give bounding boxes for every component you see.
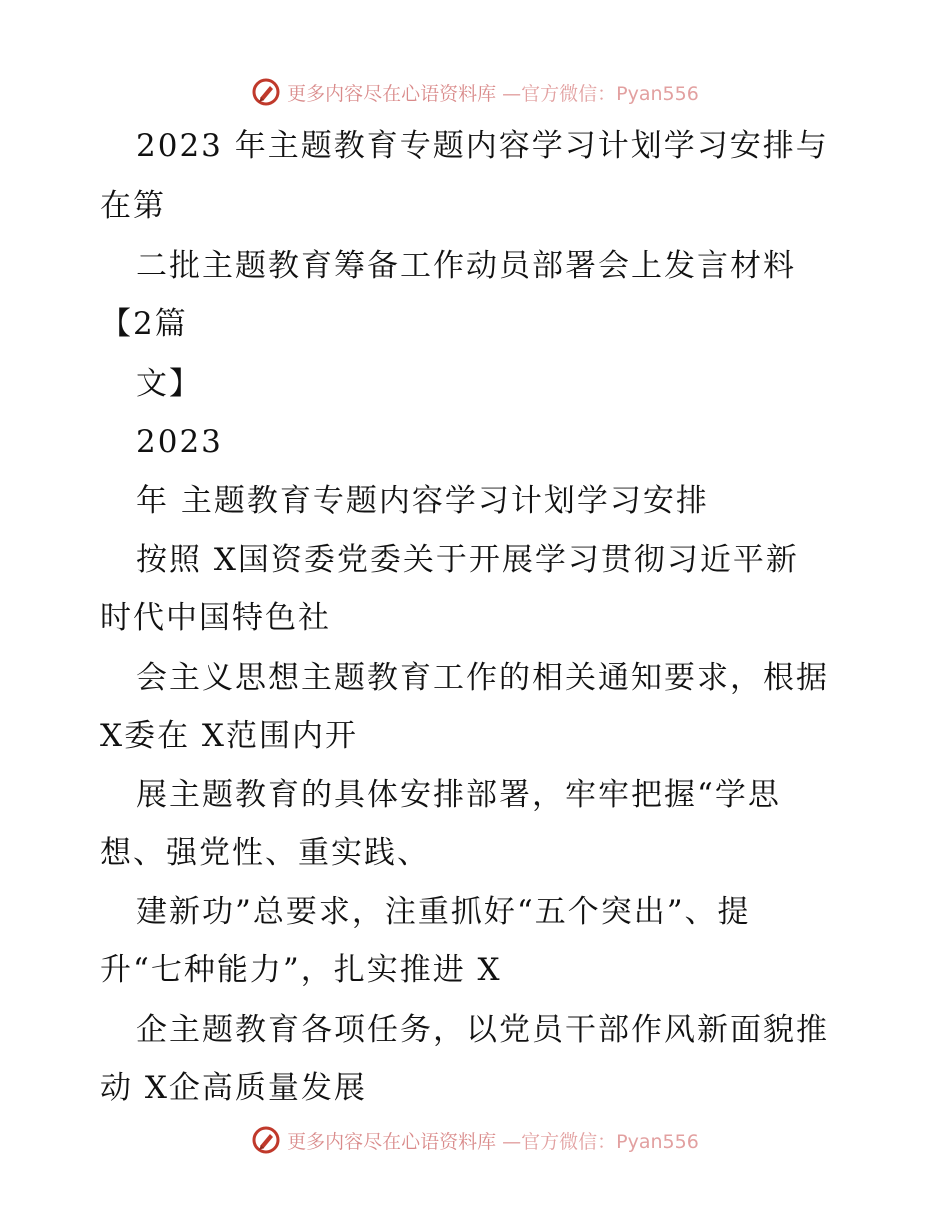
footer-watermark — [0, 1120, 950, 1160]
text-line: 建新功”总要求，注重抓好“五个突出”、提 — [136, 894, 751, 930]
text-line: 想、强党性、重实践、 — [100, 835, 430, 871]
text-line: 动 X企高质量发展 — [100, 1070, 367, 1106]
text-line: 【2篇 — [100, 306, 188, 342]
text-line: 展主题教育的具体安排部署，牢牢把握“学思 — [136, 777, 781, 813]
pen-logo-icon — [251, 1125, 281, 1155]
watermark-title: 更多内容尽在心语资料库 — [287, 82, 497, 105]
text-line: 2023 年主题教育专题内容学习计划学习安排与 — [136, 128, 829, 164]
text-line: 在第 — [100, 188, 166, 224]
text-line: 时代中国特色社 — [100, 600, 331, 636]
text-line: 2023 — [136, 424, 223, 460]
text-line: 升“七种能力”，扎实推进 X — [100, 952, 502, 988]
text-line: X委在 X范围内开 — [100, 718, 358, 754]
text-line: 会主义思想主题教育工作的相关通知要求，根据 — [136, 660, 829, 696]
text-line: 年 主题教育专题内容学习计划学习安排 — [136, 483, 709, 519]
text-line: 二批主题教育筹备工作动员部署会上发言材料 — [136, 248, 796, 284]
watermark-contact: —官方微信：Pyan556 — [502, 1130, 699, 1153]
text-line: 企主题教育各项任务，以党员干部作风新面貌推 — [136, 1012, 829, 1048]
text-line: 文】 — [136, 366, 202, 402]
text-line: 按照 X国资委党委关于开展学习贯彻习近平新 — [136, 542, 799, 578]
watermark-contact: —官方微信：Pyan556 — [502, 82, 699, 105]
watermark-title: 更多内容尽在心语资料库 — [287, 1130, 497, 1153]
